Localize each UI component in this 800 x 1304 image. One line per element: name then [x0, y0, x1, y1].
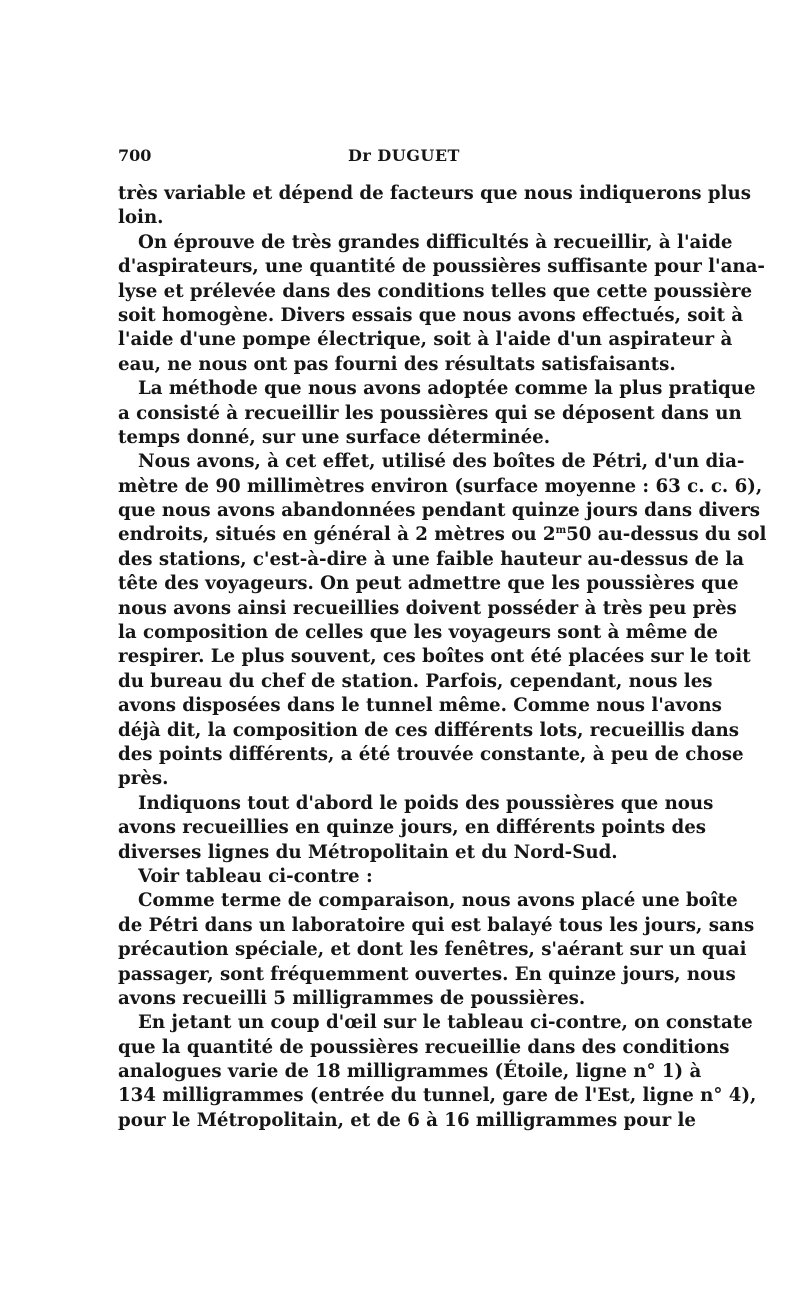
text-line: lyse et prélevée dans des conditions telles que cette poussière: [118, 280, 753, 302]
text-line: Nous avons, à cet effet, utilisé des boîtes de Pétri, d'un dia-: [138, 451, 745, 473]
text-line: avons recueillies en quinze jours, en différents points des: [118, 817, 707, 839]
text-line: très variable et dépend de facteurs que nous indiquerons plus: [118, 183, 751, 204]
line-part: endroits, situés en général à 2 mètres ou 2: [118, 524, 556, 546]
text-line: avons recueilli 5 milligrammes de poussières.: [118, 987, 586, 1009]
text-line: eau, ne nous ont pas fourni des résultats satisfaisants.: [118, 353, 676, 375]
text-line: Indiquons tout d'abord le poids des poussières que nous: [138, 792, 714, 814]
body-text: [118, 182, 767, 1133]
line-part: 50 au-dessus du sol: [566, 524, 767, 546]
text-line: analogues varie de 18 milligrammes (Étoile, ligne n° 1) à: [118, 1061, 702, 1083]
text-line: passager, sont fréquemment ouvertes. En quinze jours, nous: [118, 963, 736, 985]
text-line: [118, 523, 767, 547]
text-line: En jetant un coup d'œil sur le tableau ci-contre, on constate: [138, 1012, 753, 1034]
text-line: temps donné, sur une surface déterminée.: [118, 426, 551, 448]
text-line: mètre de 90 millimètres environ (surface moyenne : 63 c. c. 6),: [118, 475, 763, 497]
text-line: avons disposées dans le tunnel même. Comme nous l'avons: [118, 695, 722, 717]
text-line: pour le Métropolitain, et de 6 à 16 milligrammes pour le: [118, 1109, 696, 1131]
page-header: [118, 146, 690, 170]
text-line: précaution spéciale, et dont les fenêtres, s'aérant sur un quai: [118, 939, 747, 961]
text-line: respirer. Le plus souvent, ces boîtes ont été placées sur le toit: [118, 646, 751, 668]
text-line: que nous avons abandonnées pendant quinze jours dans divers: [118, 500, 761, 522]
text-line: On éprouve de très grandes difficultés à recueillir, à l'aide: [138, 231, 733, 253]
text-line: des stations, c'est-à-dire à une faible hauteur au-dessus de la: [118, 548, 744, 570]
text-line: des points différents, a été trouvée constante, à peu de chose: [118, 743, 744, 765]
text-line: nous avons ainsi recueillies doivent posséder à très peu près: [118, 597, 737, 619]
text-line: loin.: [118, 207, 164, 229]
text-line: de Pétri dans un laboratoire qui est balayé tous les jours, sans: [118, 914, 755, 936]
text-line: tête des voyageurs. On peut admettre que les poussières que: [118, 573, 739, 595]
text-line: près.: [118, 768, 169, 790]
running-head: Dr DUGUET: [348, 146, 460, 165]
text-line: l'aide d'une pompe électrique, soit à l'aide d'un aspirateur à: [118, 329, 733, 351]
text-line: a consisté à recueillir les poussières qui se déposent dans un: [118, 402, 742, 424]
text-line: déjà dit, la composition de ces différents lots, recueillis dans: [118, 719, 739, 741]
text-line: Comme terme de comparaison, nous avons placé une boîte: [138, 890, 738, 912]
unit-superscript: m: [555, 525, 567, 537]
text-line: Voir tableau ci-contre :: [138, 865, 373, 887]
text-line: que la quantité de poussières recueillie dans des conditions: [118, 1036, 730, 1058]
text-line: diverses lignes du Métropolitain et du Nord-Sud.: [118, 841, 618, 863]
text-line: d'aspirateurs, une quantité de poussières suffisante pour l'ana-: [118, 256, 765, 278]
page-number: 700: [118, 146, 152, 165]
text-line: 134 milligrammes (entrée du tunnel, gare de l'Est, ligne n° 4),: [118, 1085, 757, 1107]
text-line: du bureau du chef de station. Parfois, cependant, nous les: [118, 670, 713, 692]
text-line: la composition de celles que les voyageurs sont à même de: [118, 622, 719, 644]
text-line: soit homogène. Divers essais que nous avons effectués, soit à: [118, 304, 744, 326]
text-line: La méthode que nous avons adoptée comme la plus pratique: [138, 378, 756, 400]
